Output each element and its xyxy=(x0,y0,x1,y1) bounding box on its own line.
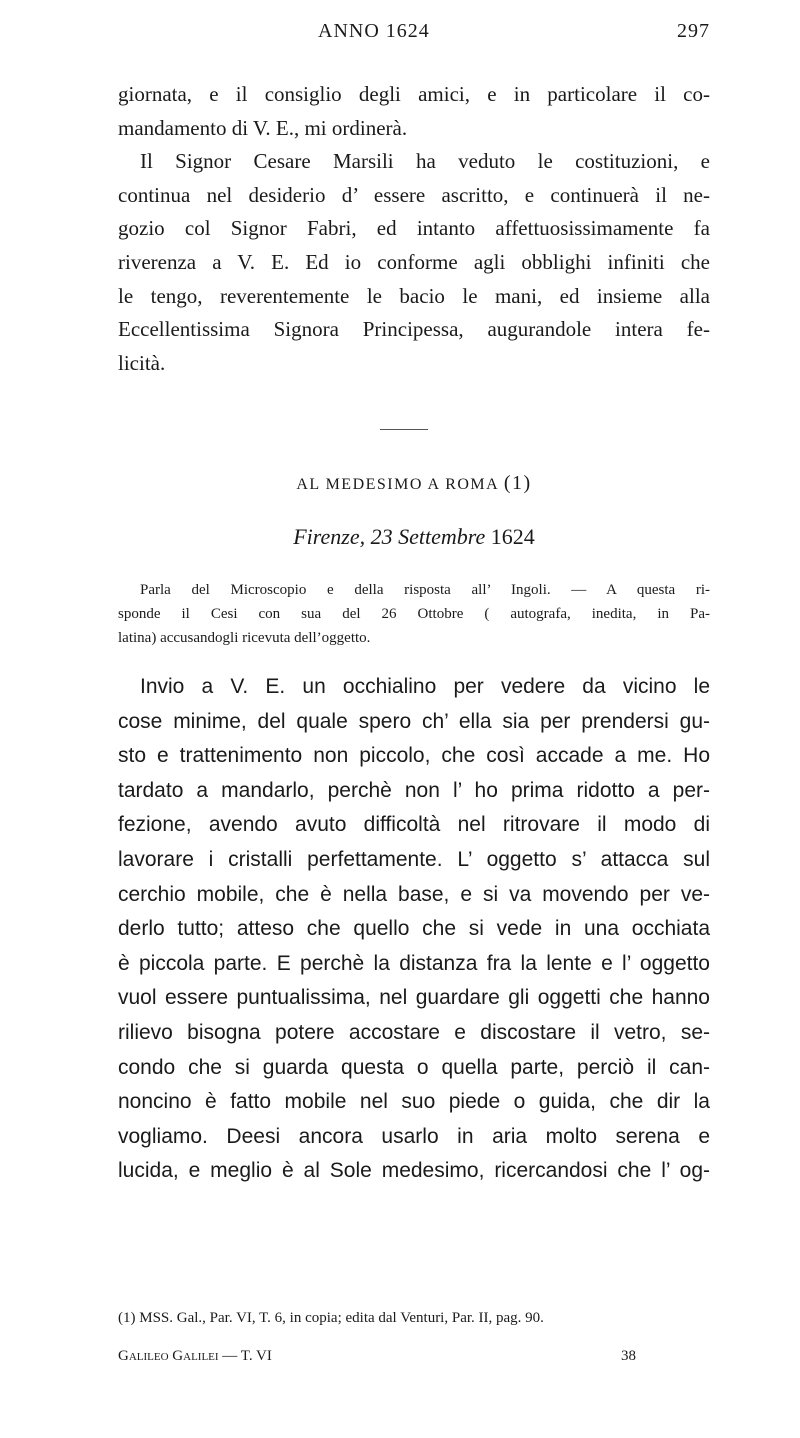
text-line: rilievo bisogna potere accostare e discostare il vetro, se- xyxy=(118,1020,710,1044)
summary-line: sponde il Cesi con sua del 26 Ottobre ( autografa, inedita, in Pa- xyxy=(118,606,710,622)
text-line: derlo tutto; atteso che quello che si vede in una occhiata xyxy=(118,917,710,941)
letter-summary xyxy=(118,578,710,650)
text-line: le tengo, reverentemente le bacio le mani, ed insieme alla xyxy=(118,283,710,308)
text-line: vuol essere puntualissima, nel guardare gli oggetti che hanno xyxy=(118,986,710,1010)
summary-line: latina) accusandogli ricevuta dell’oggetto. xyxy=(118,630,371,646)
text-line: gozio col Signor Fabri, ed intanto affettuosissimamente fa xyxy=(118,216,710,241)
signature-mark: 38 xyxy=(621,1348,636,1364)
text-line: giornata, e il consiglio degli amici, e in particolare il co- xyxy=(118,82,710,106)
text-line: vogliamo. Deesi ancora usarlo in aria molto serena e xyxy=(118,1124,710,1148)
text-line: tardato a mandarlo, perchè non l’ ho prima ridotto a per- xyxy=(118,778,710,802)
volume-label: Galileo Galilei — T. VI xyxy=(118,1348,272,1364)
text-line: noncino è fatto mobile nel suo piede o guida, che dir la xyxy=(118,1090,710,1114)
text-line: condo che si guarda questa o quella parte, perciò il can- xyxy=(118,1055,710,1079)
running-head xyxy=(118,20,710,60)
letter-addressee: AL MEDESIMO A ROMA xyxy=(296,476,499,493)
summary-line: Parla del Microscopio e della risposta all’ Ingoli. — A questa ri- xyxy=(140,582,710,598)
text-line: lavorare i cristalli perfettamente. L’ oggetto s’ attacca sul xyxy=(118,847,710,871)
letter-body xyxy=(118,670,710,1189)
text-line: riverenza a V. E. Ed io conforme agli obblighi infiniti che xyxy=(118,249,710,274)
text-line: cose minime, del quale spero ch’ ella sia per prendersi gu- xyxy=(118,709,710,733)
section-divider xyxy=(380,429,428,430)
letter-year: 1624 xyxy=(490,524,535,549)
text-line: fezione, avendo avuto difficoltà nel ritrovare il modo di xyxy=(118,813,710,837)
page-footer xyxy=(118,1348,710,1372)
footnote: (1) MSS. Gal., Par. VI, T. 6, in copia; edita dal Venturi, Par. II, pag. 90. xyxy=(118,1310,544,1326)
footnote-mark: (1) xyxy=(503,472,532,494)
text-line: lucida, e meglio è al Sole medesimo, ricercandosi che l’ og- xyxy=(118,1159,710,1183)
text-line: Invio a V. E. un occhialino per vedere da vicino le xyxy=(140,675,710,698)
text-line: sto e trattenimento non piccolo, che così accade a me. Ho xyxy=(118,744,710,768)
text-line: cerchio mobile, che è nella base, e si va movendo per ve- xyxy=(118,882,710,906)
letter-place-date xyxy=(118,524,710,550)
text-line: è piccola parte. E perchè la distanza fra la lente e l’ oggetto xyxy=(118,951,710,975)
text-line: Il Signor Cesare Marsili ha veduto le costituzioni, e xyxy=(140,149,710,174)
text-line: Eccellentissima Signora Principessa, augurandole intera fe- xyxy=(118,317,710,342)
running-title: ANNO 1624 xyxy=(318,20,430,42)
continued-text xyxy=(118,78,710,380)
text-line: mandamento di V. E., mi ordinerà. xyxy=(118,115,408,140)
text-line: continua nel desiderio d’ essere ascritto, e continuerà il ne- xyxy=(118,182,710,207)
letter-place: Firenze, xyxy=(293,524,366,549)
text-line: licità. xyxy=(118,350,166,375)
letter-heading xyxy=(118,472,710,495)
letter-date: 23 Settembre xyxy=(370,524,486,549)
page-number: 297 xyxy=(677,20,710,42)
